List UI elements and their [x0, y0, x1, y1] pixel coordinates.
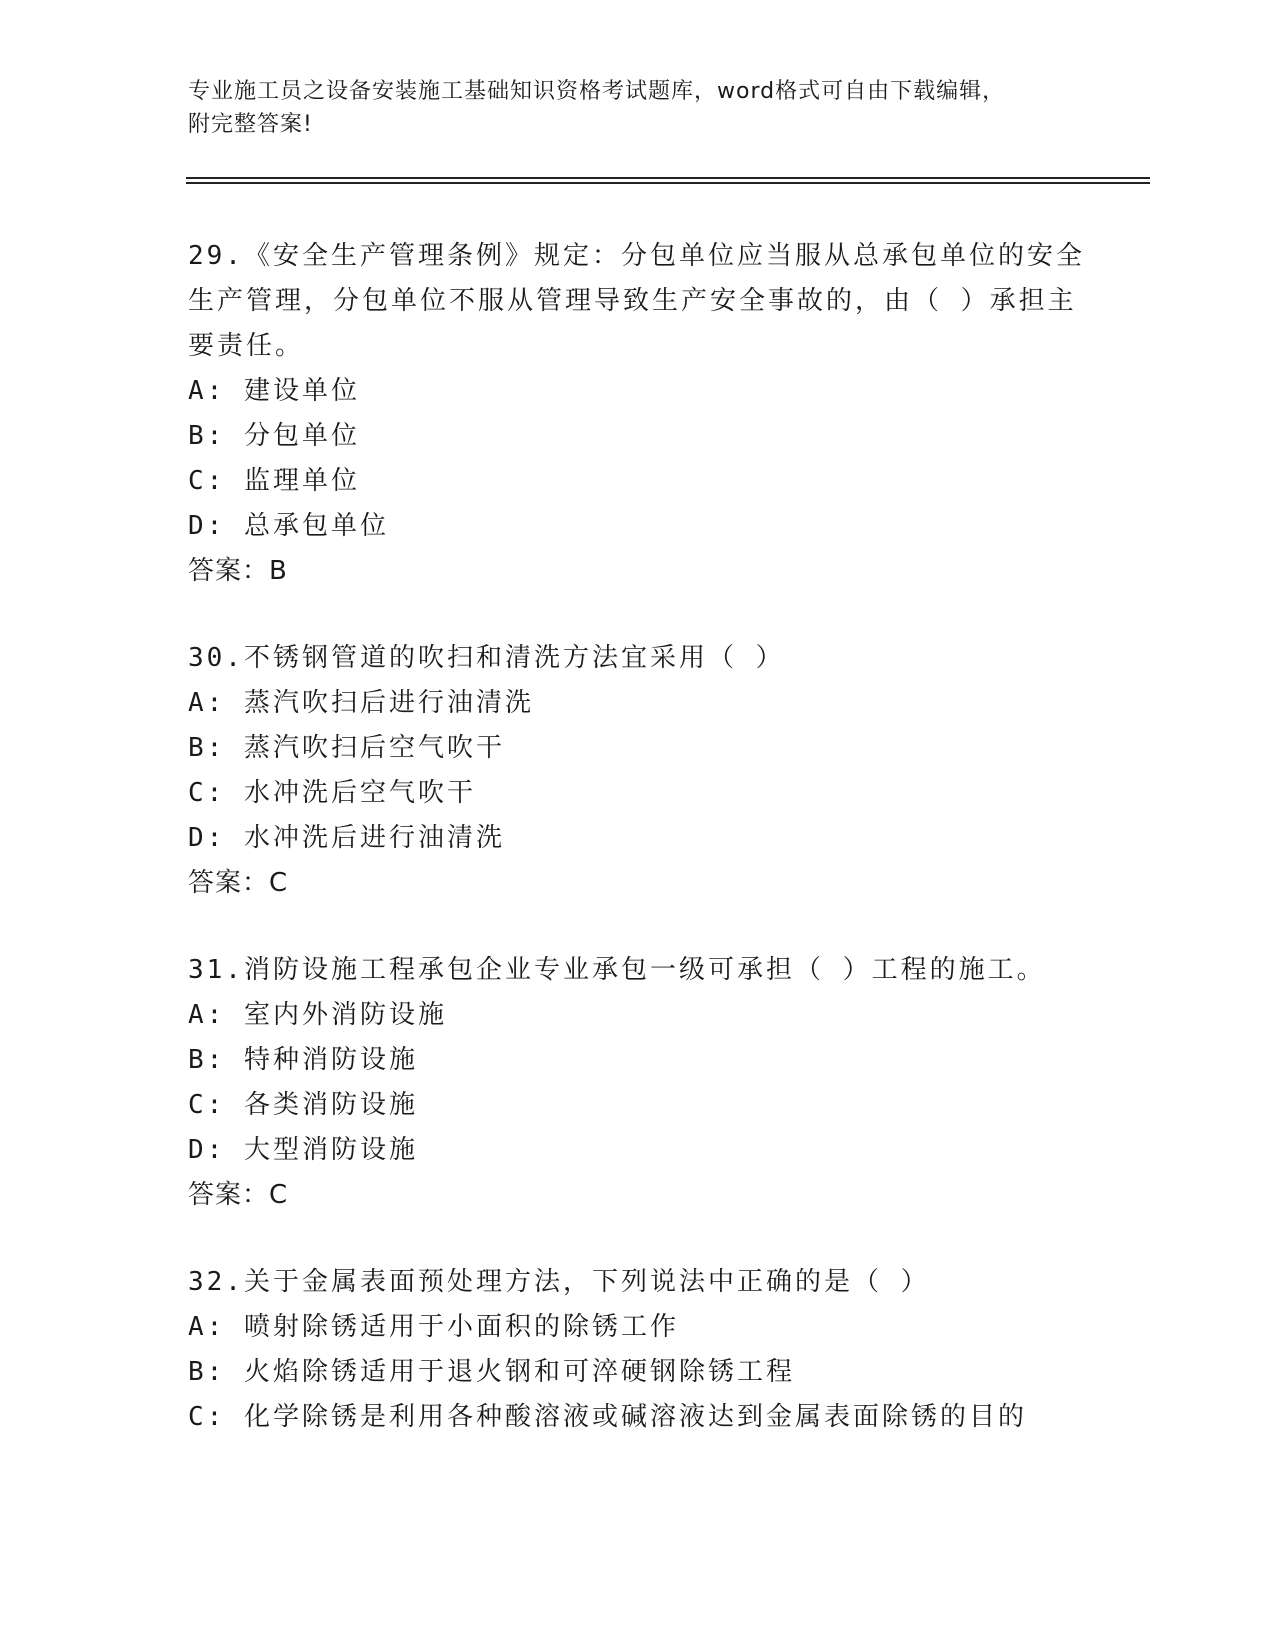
option-d: D: 总承包单位: [188, 511, 389, 541]
header-line-1: 专业施工员之设备安装施工基础知识资格考试题库，word格式可自由下载编辑，: [188, 79, 1006, 104]
option-a: A: 喷射除锈适用于小面积的除锈工作: [188, 1312, 679, 1342]
option-d: D: 水冲洗后进行油清洗: [188, 823, 505, 853]
header-line-2: 附完整答案!: [188, 112, 313, 137]
option-b: B: 蒸汽吹扫后空气吹干: [188, 733, 505, 763]
question-29: [188, 234, 1088, 594]
question-text: 30.不锈钢管道的吹扫和清洗方法宜采用（ ）: [188, 643, 785, 673]
option-c: C: 化学除锈是利用各种酸溶液或碱溶液达到金属表面除锈的目的: [188, 1402, 1027, 1432]
answer-text: 答案：C: [188, 1180, 289, 1210]
header-divider-bottom: [186, 182, 1150, 184]
option-a: A: 建设单位: [188, 376, 360, 406]
question-list: [188, 234, 1088, 1482]
question-text: 29.《安全生产管理条例》规定：分包单位应当服从总承包单位的安全: [188, 241, 1085, 271]
option-b: B: 分包单位: [188, 421, 360, 451]
question-31: [188, 948, 1088, 1218]
option-d: D: 大型消防设施: [188, 1135, 418, 1165]
option-a: A: 蒸汽吹扫后进行油清洗: [188, 688, 534, 718]
answer-text: 答案：B: [188, 556, 288, 586]
question-text: 32.关于金属表面预处理方法，下列说法中正确的是（ ）: [188, 1267, 930, 1297]
option-c: C: 监理单位: [188, 466, 360, 496]
option-b: B: 特种消防设施: [188, 1045, 418, 1075]
option-a: A: 室内外消防设施: [188, 1000, 447, 1030]
question-32: [188, 1260, 1088, 1440]
question-text: 生产管理，分包单位不服从管理导致生产安全事故的，由（ ）承担主: [188, 286, 1077, 316]
option-c: C: 水冲洗后空气吹干: [188, 778, 476, 808]
answer-text: 答案：C: [188, 868, 289, 898]
header-divider-top: [186, 177, 1150, 179]
option-c: C: 各类消防设施: [188, 1090, 418, 1120]
question-text: 要责任。: [188, 331, 305, 361]
question-text: 31.消防设施工程承包企业专业承包一级可承担（ ）工程的施工。: [188, 955, 1046, 985]
question-30: [188, 636, 1088, 906]
document-header: [188, 75, 1088, 141]
option-b: B: 火焰除锈适用于退火钢和可淬硬钢除锈工程: [188, 1357, 795, 1387]
